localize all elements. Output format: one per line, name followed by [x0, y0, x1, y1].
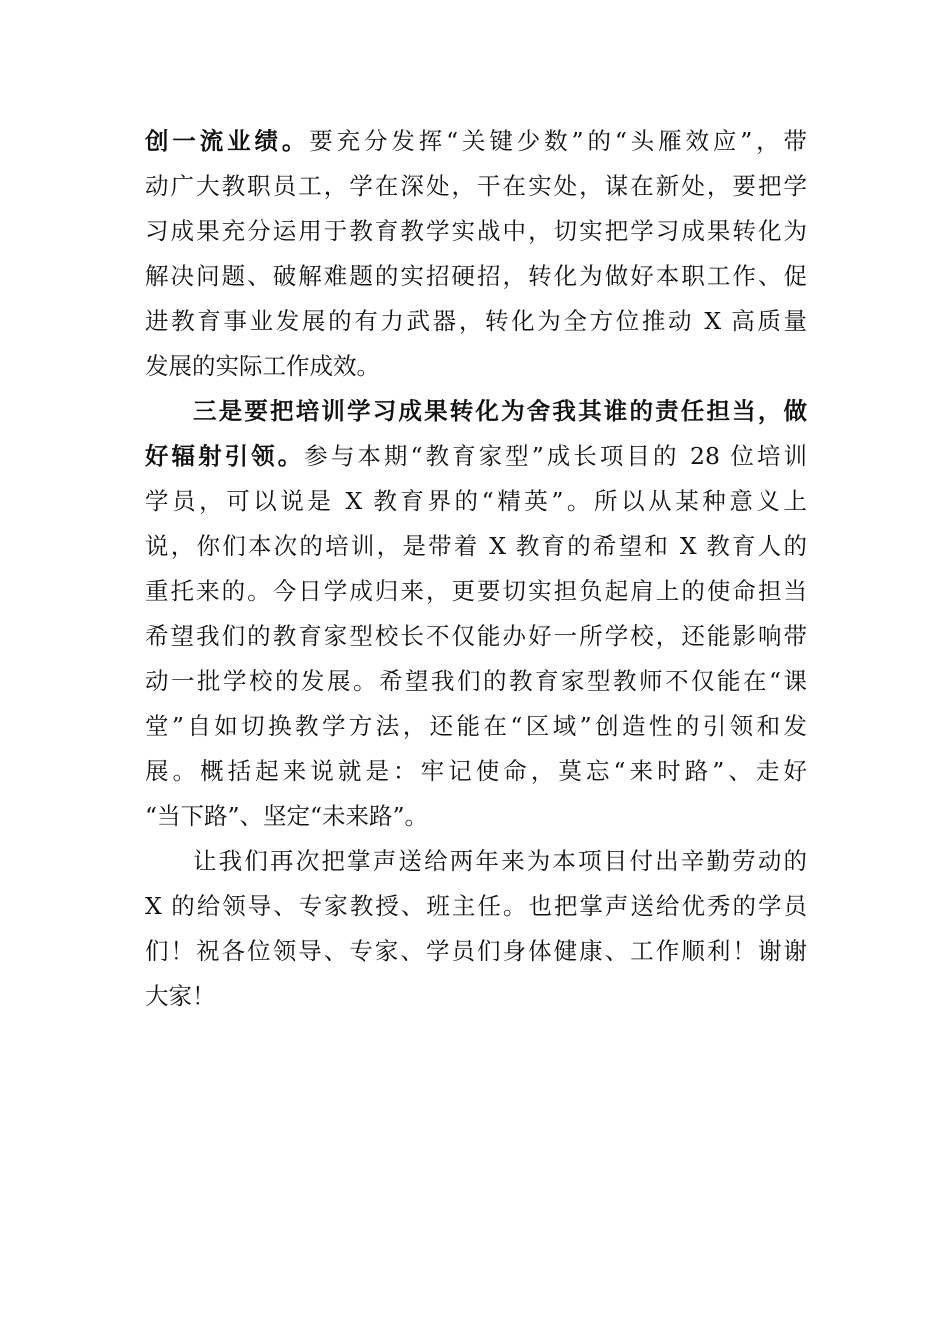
paragraph-2-line-7: 动一批学校的发展。希望我们的教育家型教师不仅能在“课 [145, 667, 807, 695]
paragraph-2-line-10: “当下路”、坚定“未来路”。 [145, 802, 429, 830]
paragraph-2-line-2 [145, 434, 807, 478]
paragraph-3-line-4: 大家！ [145, 982, 216, 1010]
paragraph-2-line-8: 堂”自如切换教学方法，还能在“区域”创造性的引领和发 [145, 712, 807, 740]
paragraph-2-line-6: 希望我们的教育家型校长不仅能办好一所学校，还能影响带 [145, 622, 807, 650]
paragraph-2-line-2-text: 参与本期“教育家型”成长项目的 28 位培训 [304, 442, 808, 470]
paragraph-1-line-5: 进教育事业发展的有力武器，转化为全方位推动 X 高质量 [145, 307, 807, 335]
paragraph-1-line-2: 动广大教职员工，学在深处，干在实处，谋在新处，要把学 [145, 172, 807, 200]
paragraph-2-line-1: 三是要把培训学习成果转化为舍我其谁的责任担当，做 [193, 397, 807, 425]
paragraph-2-bold-lead: 好辐射引领。 [145, 442, 305, 470]
paragraph-1-line-4: 解决问题、破解难题的实招硬招，转化为做好本职工作、促 [145, 262, 807, 290]
paragraph-1-line-1-text: 要充分发挥“关键少数”的“头雁效应”，带 [309, 127, 807, 155]
paragraph-2-line-5: 重托来的。今日学成归来，更要切实担负起肩上的使命担当 [145, 577, 807, 605]
paragraph-2-line-4: 说，你们本次的培训，是带着 X 教育的希望和 X 教育人的 [145, 532, 807, 560]
paragraph-1-bold-lead: 创一流业绩。 [145, 127, 310, 155]
paragraph-3-line-3: 们！祝各位领导、专家、学员们身体健康、工作顺利！谢谢 [145, 937, 807, 965]
paragraph-1-line-1 [145, 119, 807, 163]
paragraph-3-line-1: 让我们再次把掌声送给两年来为本项目付出辛勤劳动的 [193, 847, 807, 875]
paragraph-2-line-3: 学员，可以说是 X 教育界的“精英”。所以从某种意义上 [145, 487, 807, 515]
paragraph-2-line-9: 展。概括起来说就是：牢记使命，莫忘“来时路”、走好 [145, 757, 807, 785]
paragraph-1-line-6: 发展的实际工作成效。 [145, 352, 380, 380]
paragraph-1-line-3: 习成果充分运用于教育教学实战中，切实把学习成果转化为 [145, 217, 807, 245]
paragraph-3-line-2: X 的给领导、专家教授、班主任。也把掌声送给优秀的学员 [145, 892, 807, 920]
